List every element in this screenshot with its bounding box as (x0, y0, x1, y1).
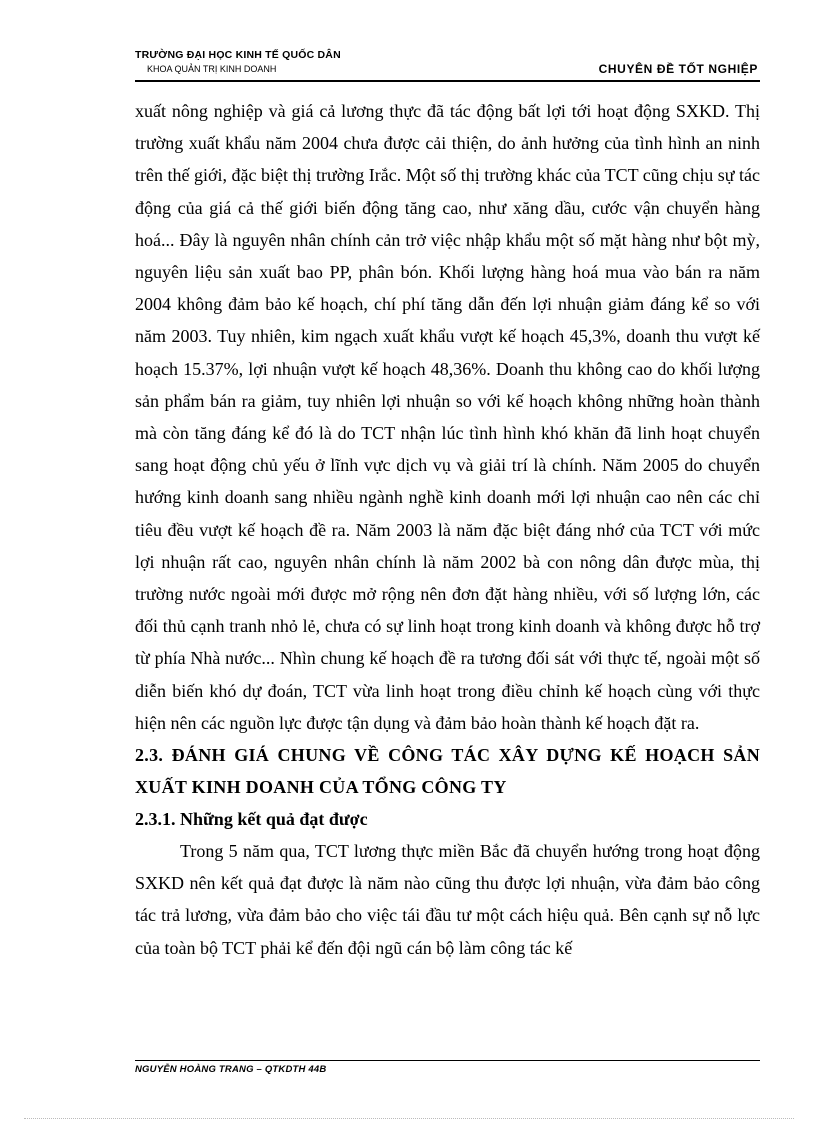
university-name: TRƯỜNG ĐẠI HỌC KINH TẾ QUỐC DÂN (135, 49, 341, 61)
body-paragraph: Trong 5 năm qua, TCT lương thực miền Bắc đã chuyển hướng trong hoạt động SXKD nên kết quả đạt được là năm nào cũng thu được lợi nhuận, vừa đảm bảo công tác trả lương, vừa đảm bảo cho việc tái đầu tư một cách hiệu quả. Bên cạnh sự nỗ lực của toàn bộ TCT phải kể đến đội ngũ cán bộ làm công tác kế (135, 841, 760, 958)
page-content (135, 95, 760, 964)
section-heading: 2.3. ĐÁNH GIÁ CHUNG VỀ CÔNG TÁC XÂY DỰNG KẾ HOẠCH SẢN XUẤT KINH DOANH CỦA TỔNG CÔNG TY (135, 745, 760, 798)
footer-author: NGUYỄN HOÀNG TRANG – QTKDTH 44B (135, 1064, 327, 1075)
body-paragraph: xuất nông nghiệp và giá cả lương thực đã tác động bất lợi tới hoạt động SXKD. Thị trường xuất khẩu năm 2004 chưa được cải thiện, do ảnh hưởng của tình hình an ninh trên thế giới, đặc biệt thị trường Irắc. Một số thị trường khác của TCT cũng chịu sự tác động của giá cả thế giới biến động tăng cao, như xăng dầu, cước vận chuyển hàng hoá... Đây là nguyên nhân chính cản trở việc nhập khẩu một số mặt hàng như bột mỳ, nguyên liệu sản xuất bao PP, phân bón. Khối lượng hàng hoá mua vào bán ra năm 2004 không đảm bảo kế hoạch, chí phí tăng dẫn đến lợi nhuận giảm đáng kể so với năm 2003. Tuy nhiên, kim ngạch xuất khẩu vượt kế hoạch 45,3%, doanh thu vượt kế hoạch 15.37%, lợi nhuận vượt kế hoạch 48,36%. Doanh thu không cao do khối lượng sản phẩm bán ra giảm, tuy nhiên lợi nhuận so với kế hoạch không những hoàn thành mà còn tăng đáng kể đó là do TCT nhận lúc tình hình khó khăn đã linh hoạt chuyển sang hoạt động chủ yếu ở lĩnh vực dịch vụ và giải trí là chính. Năm 2005 do chuyển hướng kinh doanh sang nhiều ngành nghề kinh doanh mới lợi nhuận cao nên các chỉ tiêu đều vượt kế hoạch đề ra. Năm 2003 là năm đặc biệt đáng nhớ của TCT với mức lợi nhuận rất cao, nguyên nhân chính là năm 2002 bà con nông dân được mùa, thị trường nước ngoài mới được mở rộng nên đơn đặt hàng nhiều, với số lượng lớn, các đối thủ cạnh tranh nhỏ lẻ, chưa có sự linh hoạt trong kinh doanh và không được hỗ trợ từ phía Nhà nước... Nhìn chung kế hoạch đề ra tương đối sát với thực tế, ngoài một số diễn biến khó dự đoán, TCT vừa linh hoạt trong điều chỉnh kế hoạch cùng với thực hiện nên các nguồn lực được tận dụng và đảm bảo hoàn thành kế hoạch đặt ra. (135, 101, 761, 733)
page-header-institution (135, 48, 341, 76)
page-boundary (24, 1118, 794, 1119)
document-type: CHUYÊN ĐỀ TỐT NGHIỆP (598, 62, 758, 76)
footer-divider (135, 1060, 760, 1061)
subsection-heading: 2.3.1. Những kết quả đạt được (135, 809, 368, 830)
faculty-name: KHOA QUẢN TRỊ KINH DOANH (147, 64, 277, 74)
header-divider (135, 80, 760, 82)
